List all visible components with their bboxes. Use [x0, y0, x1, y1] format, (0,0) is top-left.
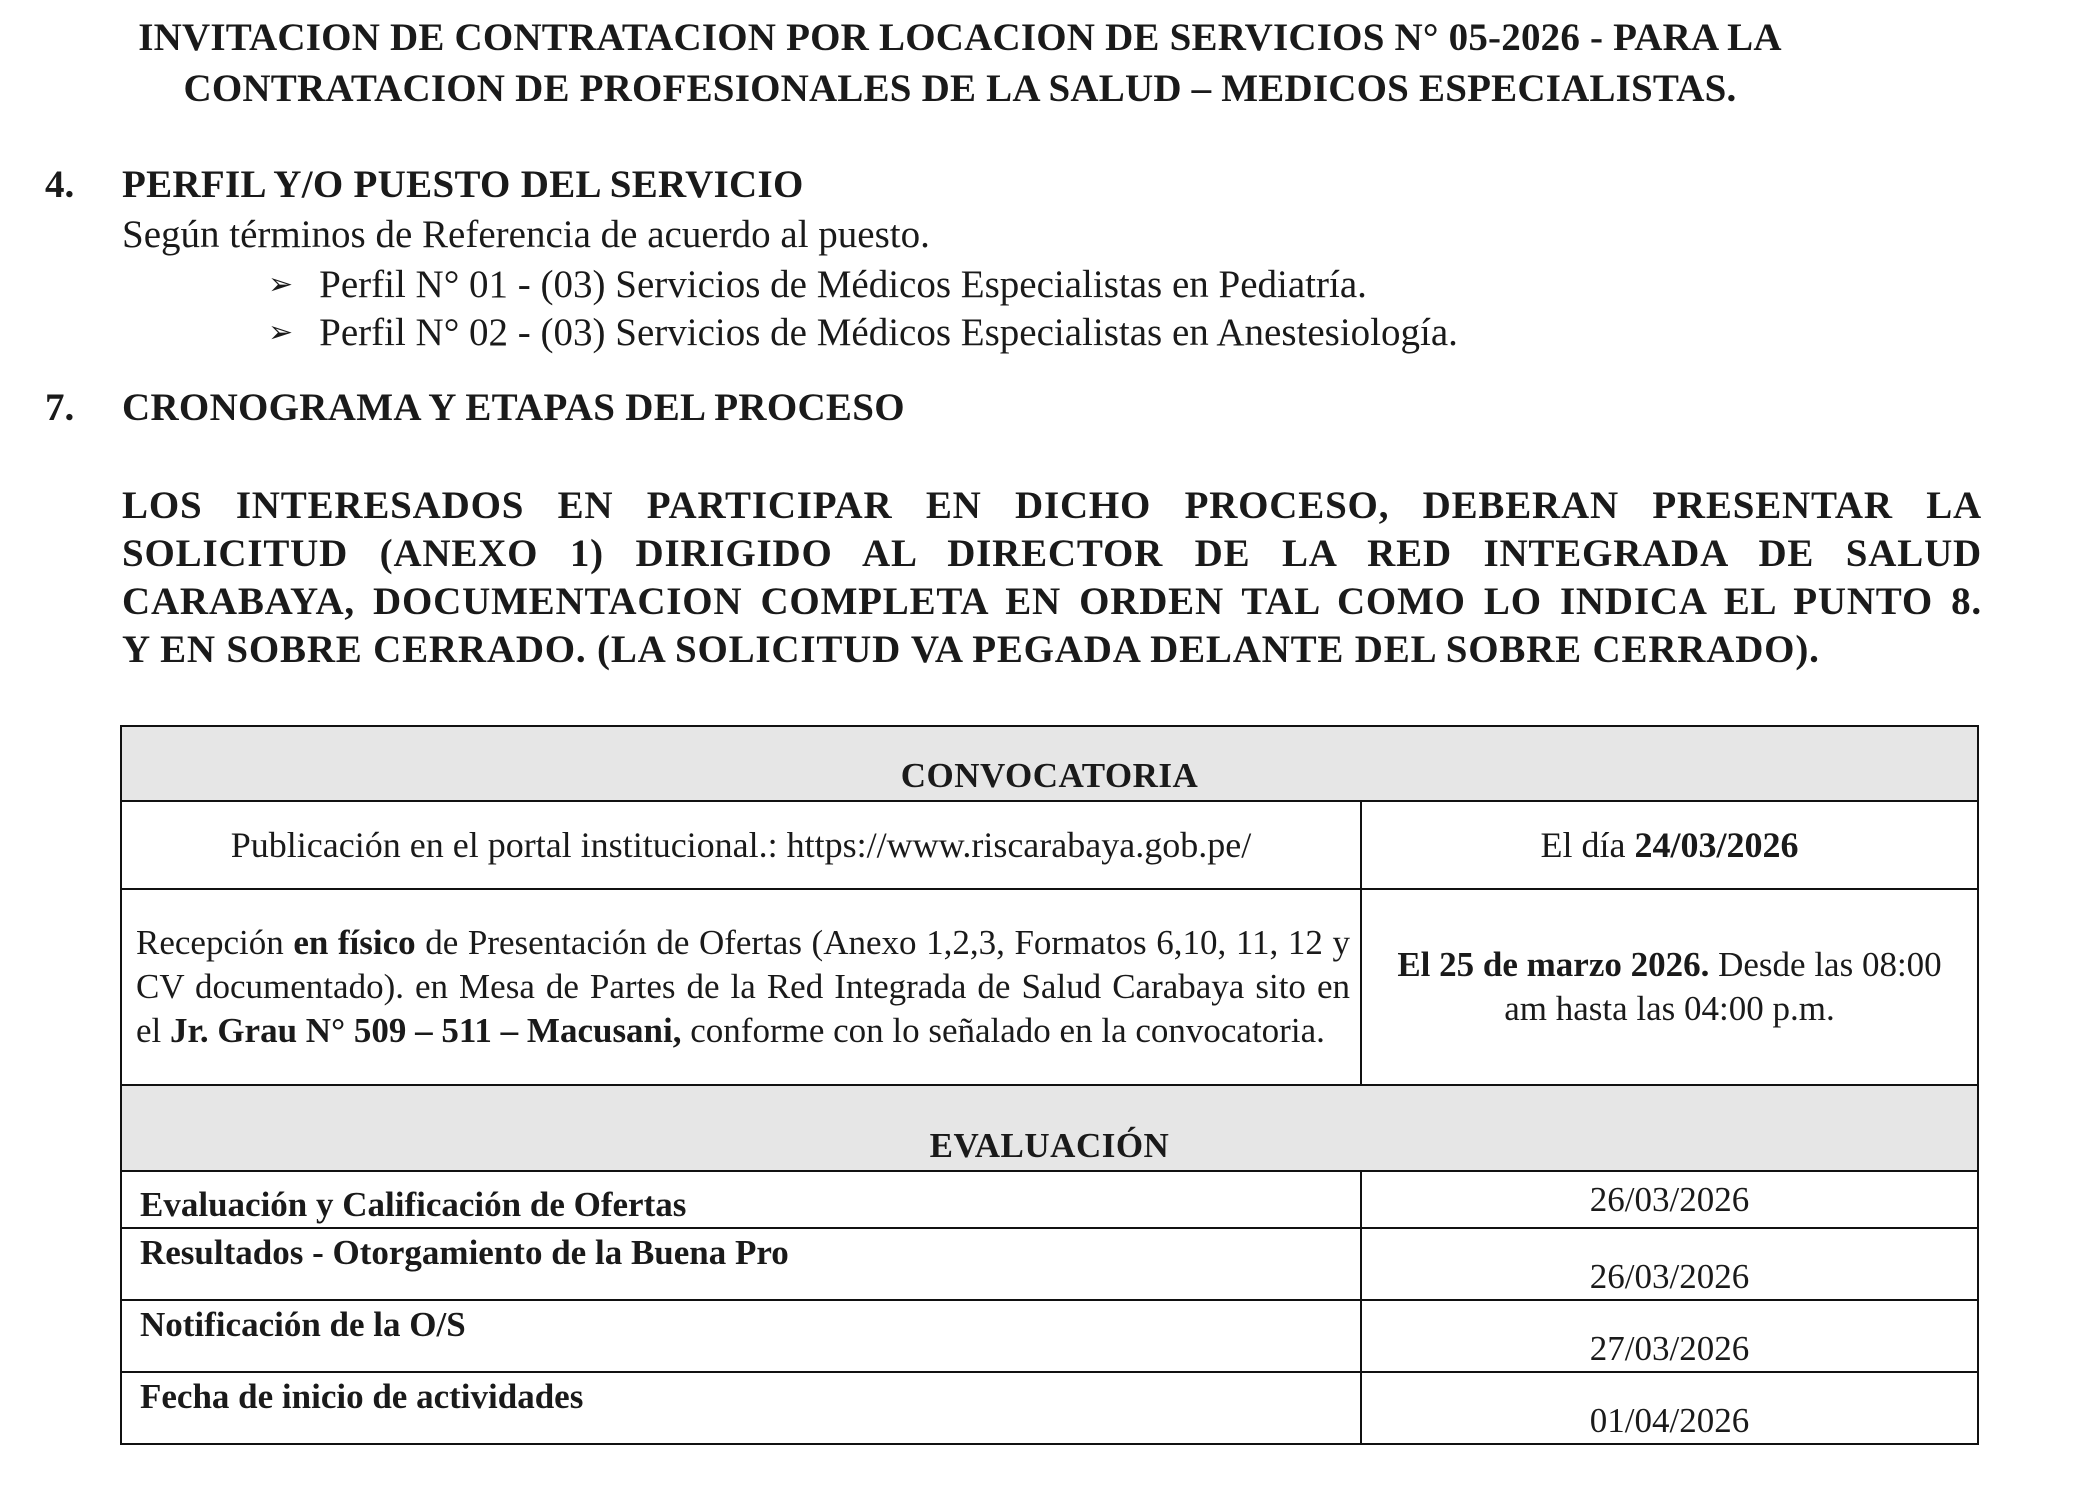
reception-description — [121, 889, 1361, 1085]
document-title-line-2: CONTRATACION DE PROFESIONALES DE LA SALUD – MEDICOS ESPECIALISTAS. — [183, 67, 1737, 110]
submission-instructions — [122, 482, 1982, 674]
evaluation-date: 26/03/2026 — [1361, 1228, 1978, 1300]
publication-date — [1361, 801, 1978, 889]
reception-date-rest: Desde las 08:00 am hasta las 04:00 p.m. — [1504, 945, 1942, 1028]
instructions-line: CARABAYA, DOCUMENTACION COMPLETA EN ORDEN TAL COMO LO INDICA EL PUNTO 8. — [122, 580, 1982, 623]
table-row — [121, 726, 1978, 801]
document-title — [60, 12, 1860, 114]
section-7-number: 7. — [45, 386, 75, 429]
reception-text: Recepción — [136, 923, 294, 962]
table-row — [121, 1228, 1978, 1300]
instructions-line: Y EN SOBRE CERRADO. (LA SOLICITUD VA PEGADA DELANTE DEL SOBRE CERRADO). — [122, 628, 1820, 671]
profile-item — [268, 310, 1458, 355]
reception-address: Jr. Grau N° 509 – 511 – Macusani, — [170, 1011, 682, 1050]
evaluacion-header: EVALUACIÓN — [121, 1085, 1978, 1171]
section-4-number: 4. — [45, 163, 75, 206]
reception-text: conforme con lo señalado en la convocatoria. — [681, 1011, 1325, 1050]
publication-date-prefix: El día — [1540, 825, 1635, 865]
evaluation-label: Evaluación y Calificación de Ofertas — [121, 1171, 1361, 1228]
reception-text: de Presentación de Ofertas (Anexo 1,2,3, Formatos 6,10, 11, 12 y CV documentado). en Mesa de Partes de la Red Integrada de Salud Carabaya sito en el — [136, 923, 1350, 1050]
evaluation-label: Fecha de inicio de actividades — [121, 1372, 1361, 1444]
schedule-table — [120, 725, 1979, 1445]
table-row — [121, 1171, 1978, 1228]
reception-date — [1361, 889, 1978, 1085]
table-row — [121, 1372, 1978, 1444]
convocatoria-header: CONVOCATORIA — [121, 726, 1978, 801]
reception-date-bold: El 25 de marzo 2026. — [1397, 945, 1710, 984]
evaluation-date: 27/03/2026 — [1361, 1300, 1978, 1372]
evaluation-label: Notificación de la O/S — [121, 1300, 1361, 1372]
publication-date-value: 24/03/2026 — [1634, 825, 1799, 865]
arrow-bullet-icon: ➢ — [268, 267, 294, 302]
table-row — [121, 1300, 1978, 1372]
profile-text: Perfil N° 02 - (03) Servicios de Médicos Especialistas en Anestesiología. — [319, 311, 1458, 354]
evaluation-label: Resultados - Otorgamiento de la Buena Pro — [121, 1228, 1361, 1300]
evaluation-date: 26/03/2026 — [1361, 1171, 1978, 1228]
section-7-title: CRONOGRAMA Y ETAPAS DEL PROCESO — [122, 386, 905, 429]
profile-item — [268, 262, 1367, 307]
arrow-bullet-icon: ➢ — [268, 315, 294, 350]
section-4-intro: Según términos de Referencia de acuerdo al puesto. — [122, 213, 930, 256]
table-row — [121, 1085, 1978, 1171]
publication-label: Publicación en el portal institucional.: https://www.riscarabaya.gob.pe/ — [121, 801, 1361, 889]
evaluation-date: 01/04/2026 — [1361, 1372, 1978, 1444]
instructions-line: LOS INTERESADOS EN PARTICIPAR EN DICHO PROCESO, DEBERAN PRESENTAR LA — [122, 484, 1982, 527]
table-row — [121, 801, 1978, 889]
reception-text-bold: en físico — [293, 923, 416, 962]
document-title-line-1: INVITACION DE CONTRATACION POR LOCACION DE SERVICIOS N° 05-2026 - PARA LA — [138, 16, 1782, 59]
profile-text: Perfil N° 01 - (03) Servicios de Médicos Especialistas en Pediatría. — [319, 263, 1367, 306]
section-4-title: PERFIL Y/O PUESTO DEL SERVICIO — [122, 163, 804, 206]
instructions-line: SOLICITUD (ANEXO 1) DIRIGIDO AL DIRECTOR DE LA RED INTEGRADA DE SALUD — [122, 532, 1982, 575]
table-row — [121, 889, 1978, 1085]
